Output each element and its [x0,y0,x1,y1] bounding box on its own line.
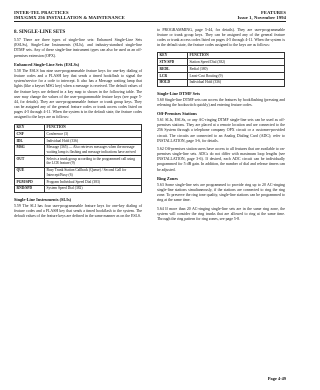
paragraph: 5.62 Off-premises station users have access to all features that are available to on-premises single-line sets. ADCs do not differ with maximum loop lengths (see INSTALLATION, page 3-6). If desired, each ADC circuit can be individually programmed for 5 dB gain. In addition, the number of dial and release timers can be adjusted. [157,146,285,172]
subsection-title: Single-Line Instruments (SLIs) [14,196,72,202]
table-cell-key: CNF [15,131,45,138]
table-row [15,167,142,178]
table-header: FUNCTION [188,52,285,59]
table-cell-key: PGM/SPD [15,178,45,185]
header-section-title: FEATURES [261,10,286,15]
header-practice-title: INTER-TEL PRACTICES [14,10,69,15]
paragraph: to PROGRAMMING, page 5-44, for details). They are user-programmable feature or trunk group keys. They can be assigned any of the general feature codes or trunk access codes listed on pages 4-5 through 4-11. When the system is in the default state, the feature codes assigned to the keys are as follows: [157,28,285,48]
table-cell-key: IDL [15,138,45,145]
table-header: FUNCTION [45,124,142,131]
table-row [15,144,142,155]
table-row [158,66,285,73]
esls-key-table [14,124,142,193]
header-manual-title: IMX/GMX 256 INSTALLATION & MAINTENANCE [14,15,125,20]
paragraph: 5.64 If more than 20 AC-ringing single-line sets are in the same ring zone, the system will consider the ring trunks that are allowed to ring at the same time. Through the ring pattern for ring zones, see page 5-8. [157,206,285,221]
table-cell-function: Selects a trunk group according to the programmed call using the LCR feature (9) [45,156,142,167]
header-issue-date: Issue 1, November 1994 [237,15,286,20]
table-cell-function: Individual Hold (336) [45,138,142,145]
table-cell-function: Program Individual Speed Dial (383) [45,178,142,185]
table-cell-function: Redial (380) [188,66,285,73]
paragraph: 5.58 The ESLS has nine user-programmable feature keys for one-key dialing of feature codes and a FLASH key that sends a timed hookflash to signal the system/service for a code to intercept. It also has a Message waiting lamp that lights (like a keyset MSG key) when a message is received. The default values of the feature keys are defined in a key map to shown in the following table. The user may change the values of the user-programmable feature keys (see page 5-44, for details). They are user-programmable feature or trunk group keys. They can be assigned any of the general feature codes or trunk access codes listed on pages 4-5 through 4-11. When the system is in the default state, the feature codes assigned to the keys are as follows: [14,68,142,120]
subsection-title: Off-Premises Stations [157,111,197,116]
page-header-left [14,10,144,20]
table-cell-key: QUE [15,167,45,178]
section-title: 8. SINGLE-LINE SETS [14,30,66,35]
table-row [15,185,142,192]
page-number: Page 4-49 [267,376,286,381]
page-header-right [166,10,286,20]
table-cell-function: Conference (3) [45,131,142,138]
table-cell-function: Least-Cost Routing (9) [188,72,285,79]
table-row [15,138,142,145]
table-cell-key: STN SPD [158,59,188,66]
table-row [15,178,142,185]
table-cell-key: OUT [15,156,45,167]
paragraph: 5.59 The SLI has four user-programmable feature keys for one-key dialing of feature codes and a FLASH key that sends a timed hookflash to the system. The default values of the feature keys are defined in the same manner as on the ESLS. [14,203,142,218]
table-cell-key: HOLD [158,79,188,86]
sli-key-table [157,52,285,87]
table-cell-function: Busy Trunk Station Callback (Queue) / Second Call for Intercept/Busy (6) [45,167,142,178]
table-cell-key: MSG [15,144,45,155]
table-cell-function: Message (365) — Also retrieves messages when the message waiting lamp is flashing and message indications have arrived [45,144,142,155]
right-column [157,28,285,225]
table-row [15,156,142,167]
table-row [158,59,285,66]
table-cell-function: Individual Hold (336) [188,79,285,86]
paragraph: 5.57 There are three types of single-line sets: Enhanced Single-Line Sets (ESLSs), Single-Line Instruments (SLIs), and industry-standard single-line DTMF sets. Any of these single-line instrument types can also be used as an off-premises extension (OPX). [14,38,142,58]
table-cell-function: System Speed Dial (382) [45,185,142,192]
table-row [15,131,142,138]
table-header: KEY [15,124,45,131]
table-cell-key: RND/SPD [15,185,45,192]
table-cell-key: REDL [158,66,188,73]
table-row [158,79,285,86]
table-cell-function: Station Speed Dial (382) [188,59,285,66]
left-column [14,28,142,222]
paragraph: 5.61 SLIs, ESLSs, or any AC-ringing DTMF single-line sets can be used as off-premises stations. They are placed at a remote location and are connected to the 256 System through a telephone company OPX circuit or a customer-provided circuit. The circuits are connected to an Analog Dialing Card (ADC); refer to INSTALLATION, page 3-6, for details. [157,118,285,143]
table-row [158,72,285,79]
subsection-title: Single-Line DTMF Sets [157,90,201,96]
table-cell-key: LCR [158,72,188,79]
subsection-title: Ring Zones [157,175,178,181]
header-rule [14,21,286,22]
subsection-title: Enhanced Single-Line Sets (ESLSs) [14,61,80,67]
paragraph: 5.60 Single-line DTMF sets can access the features by hookflashing (pressing and releasing the hookswitch quickly) and entering feature codes. [157,97,285,107]
table-header: KEY [158,52,188,59]
paragraph: 5.63 Some single-line sets are programmed to provide ring up to 20 AC-ringing single-line stations simultaneously, if the stations are connected to ring the ring zone. To preserve the ring tone quality, single-line stations can be programmed to ring at the same time. [157,182,285,203]
